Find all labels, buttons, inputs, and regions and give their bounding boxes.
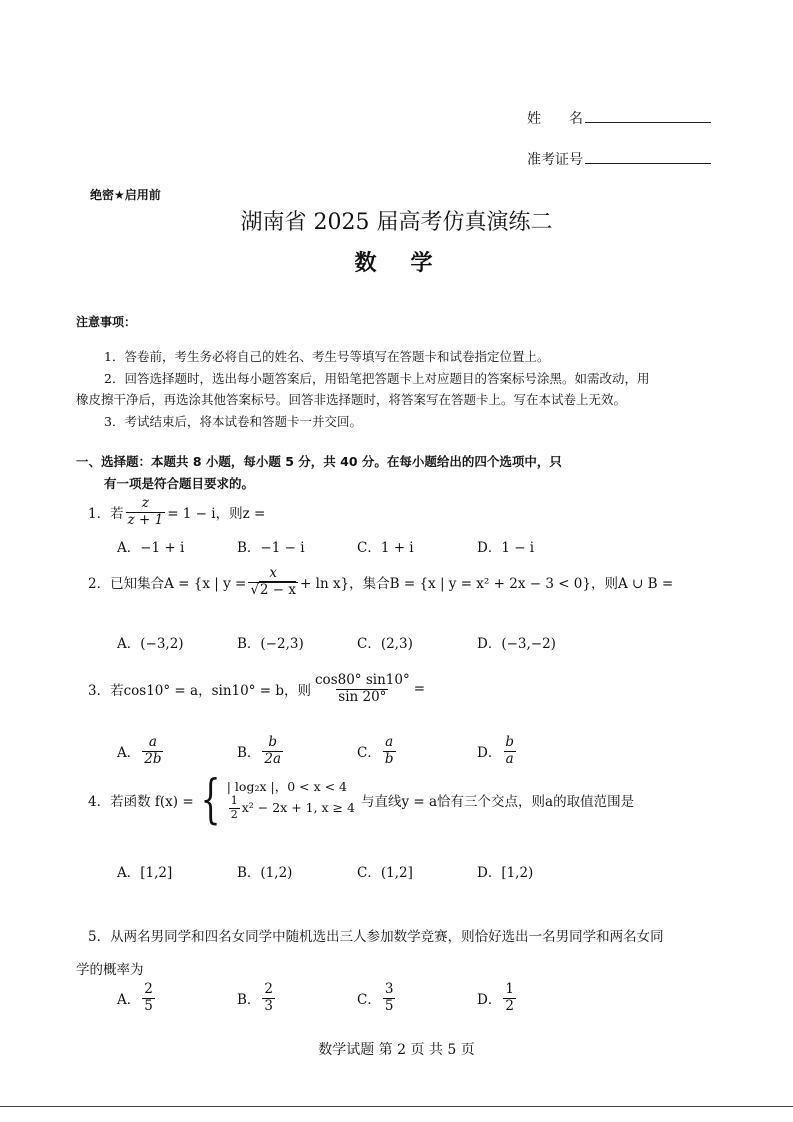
fraction — [383, 735, 396, 767]
question-1 — [88, 496, 265, 528]
name-field — [527, 108, 711, 128]
fraction-numerator: b — [268, 734, 278, 750]
secret-label: 绝密★启用前 — [90, 188, 161, 202]
question-text: + ln x}，集合B = {x | y = x² + 2x − 3 < 0}，则A ∪ B = — [300, 576, 674, 593]
fraction — [142, 735, 163, 767]
exam-id-field — [527, 149, 711, 169]
option-b[interactable] — [237, 982, 277, 1014]
fraction-denominator: sin 20° — [338, 688, 387, 705]
fraction — [383, 982, 396, 1014]
fraction-numerator: 3 — [384, 981, 394, 997]
fraction — [503, 735, 516, 767]
fraction-numerator: a — [148, 734, 157, 750]
question-2 — [88, 566, 673, 598]
case-2-text: x² − 2x + 1, x ≥ 4 — [241, 800, 355, 815]
fraction — [248, 566, 298, 598]
fraction-denominator: 2b — [144, 750, 162, 767]
option-a[interactable]: A．−1 + i — [117, 540, 185, 556]
option-a[interactable] — [117, 982, 157, 1014]
exam-id-label: 准考证号 — [527, 152, 583, 168]
fraction-denominator: 2 — [505, 997, 514, 1014]
fraction-numerator: b — [505, 734, 514, 750]
fraction-numerator: 2 — [144, 981, 153, 997]
name-label: 姓 名 — [527, 111, 583, 127]
question-text: 与直线y = a恰有三个交点，则a的取值范围是 — [360, 794, 635, 810]
option-label: A． — [117, 992, 141, 1009]
section-heading: 一、选择题：本题共 8 小题，每小题 5 分，共 40 分。在每小题给出的四个选项中，只 — [76, 454, 562, 469]
brace: { — [200, 770, 221, 830]
fraction-numerator: 2 — [264, 981, 274, 997]
option-label: B． — [237, 992, 261, 1009]
option-b[interactable] — [237, 735, 285, 767]
fraction — [126, 496, 166, 528]
option-label: C． — [357, 745, 381, 762]
option-b[interactable]: B．(1,2) — [237, 865, 293, 881]
fraction-denominator: b — [384, 750, 394, 767]
fraction-denominator: 3 — [264, 997, 274, 1014]
fraction — [142, 982, 155, 1014]
notice-item: 1．答卷前，考生务必将自己的姓名、考生号等填写在答题卡和试卷指定位置上。 — [104, 349, 550, 364]
question-text: 已知集合A = {x | y = — [110, 576, 247, 593]
notice-item: 2．回答选择题时，选出每小题答案后，用铅笔把答题卡上对应题目的答案标号涂黑。如需改动，用 — [104, 371, 650, 386]
option-a[interactable]: A．[1,2] — [117, 865, 173, 881]
option-c[interactable]: C．(1,2] — [357, 865, 413, 881]
option-c[interactable] — [357, 982, 397, 1014]
fraction-denominator: √2 − x — [250, 581, 297, 598]
option-c[interactable]: C．1 + i — [357, 540, 414, 556]
fraction — [313, 673, 412, 705]
option-label: D． — [477, 992, 502, 1009]
option-a[interactable]: A．(−3,2) — [117, 636, 184, 652]
case-2 — [227, 795, 355, 821]
option-d[interactable] — [477, 735, 518, 767]
question-3 — [88, 673, 425, 705]
case-1: | log₂x |，0 < x < 4 — [226, 778, 347, 794]
question-5-cont: 学的概率为 — [76, 962, 144, 978]
option-label: B． — [237, 745, 261, 762]
fraction-denominator: z + 1 — [127, 511, 164, 528]
option-label: A． — [117, 745, 141, 762]
question-text: 若 — [110, 506, 124, 523]
question-number: 4． — [88, 794, 111, 810]
bottom-divider — [0, 1106, 793, 1107]
fraction-denominator: 5 — [384, 997, 394, 1014]
fraction — [262, 735, 283, 767]
question-text: = 1 − i，则z = — [167, 506, 266, 523]
fraction — [262, 982, 275, 1014]
fraction-numerator: x — [269, 565, 277, 581]
fraction-denominator: 2 — [230, 807, 238, 821]
name-blank — [585, 109, 711, 123]
fraction-numerator: a — [385, 734, 394, 750]
section-heading-cont: 有一项是符合题目要求的。 — [104, 476, 255, 491]
question-5: 5．从两名男同学和四名女同学中随机选出三人参加数学竞赛，则恰好选出一名男同学和两名女同 — [88, 929, 664, 945]
exam-id-blank — [585, 150, 711, 164]
fraction-denominator: 2a — [264, 750, 282, 767]
subject-title: 数 学 — [354, 251, 439, 276]
question-number: 1． — [88, 506, 111, 523]
piecewise-cases — [227, 779, 355, 822]
option-c[interactable] — [357, 735, 398, 767]
fraction-numerator: z — [141, 495, 149, 511]
option-b[interactable]: B．−1 − i — [237, 540, 305, 556]
notice-heading: 注意事项： — [76, 315, 137, 329]
page-footer: 数学试题 第 2 页 共 5 页 — [318, 1042, 475, 1058]
option-c[interactable]: C．(2,3) — [357, 636, 413, 652]
fraction-numerator: 1 — [230, 793, 238, 807]
notice-item: 橡皮擦干净后，再选涂其他答案标号。回答非选择题时，将答案写在答题卡上。写在本试卷上无效。 — [76, 392, 627, 407]
option-label: D． — [477, 745, 502, 762]
sqrt-radicand: 2 − x — [259, 581, 297, 598]
fraction-denominator: 5 — [144, 997, 153, 1014]
question-text: 若函数 f(x) = — [110, 794, 194, 810]
option-a[interactable] — [117, 735, 165, 767]
option-label: C． — [357, 992, 381, 1009]
notice-item: 3．考试结束后，将本试卷和答题卡一并交回。 — [104, 414, 362, 429]
option-d[interactable]: D．[1,2) — [477, 865, 534, 881]
question-number: 2． — [88, 576, 111, 593]
page-title: 湖南省 2025 届高考仿真演练二 — [240, 210, 553, 235]
fraction-numerator: 1 — [505, 981, 514, 997]
question-4 — [88, 770, 635, 830]
question-text: 若cos10° = a，sin10° = b，则 — [110, 683, 311, 700]
option-d[interactable]: D．1 − i — [477, 540, 535, 556]
fraction — [229, 795, 240, 821]
option-d[interactable] — [477, 982, 518, 1014]
option-b[interactable]: B．(−2,3) — [237, 636, 304, 652]
fraction-numerator: cos80° sin10° — [315, 672, 410, 688]
question-text: = — [413, 681, 426, 698]
fraction — [503, 982, 516, 1014]
fraction-denominator: a — [505, 750, 514, 767]
option-d[interactable]: D．(−3,−2) — [477, 636, 556, 652]
question-number: 3． — [88, 683, 111, 700]
